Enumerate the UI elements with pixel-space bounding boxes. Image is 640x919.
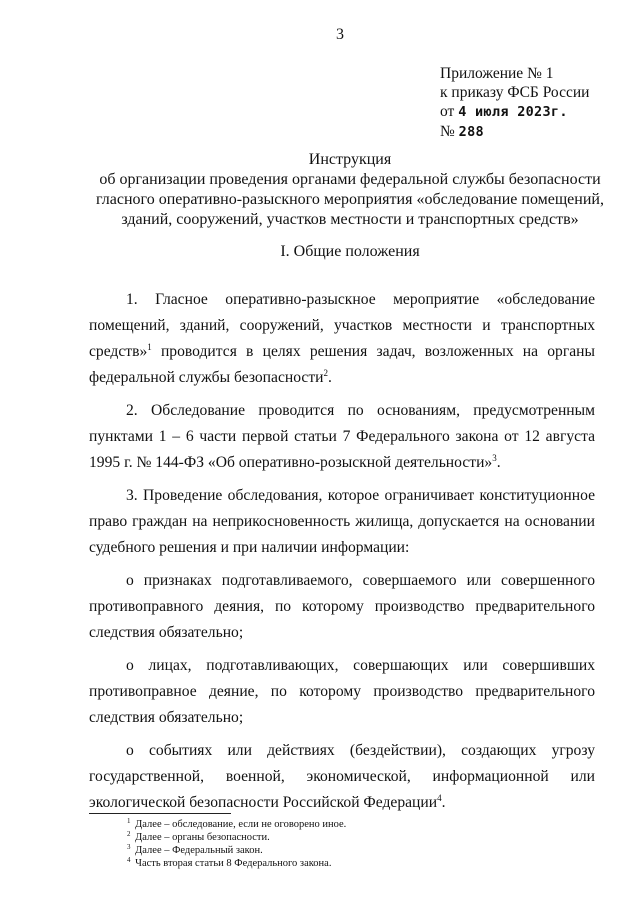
appendix-date: от 4 июля 2023г. [440, 103, 568, 120]
appendix-number: Приложение № 1 [440, 65, 554, 82]
number-stamp: 288 [458, 124, 484, 140]
footnote-divider [89, 813, 231, 814]
footnote-ref: 1 [147, 341, 152, 352]
instruction-subtitle-line: гласного оперативно-разыскного мероприятия «обследование помещений, [96, 191, 604, 208]
section-title: I. Общие положения [280, 243, 420, 260]
paragraph-6: о событиях или действиях (бездействии), создающих угрозу государственной, военной, экономической, информационной или экологической безопасности Российской Федерации$^4$. [89, 742, 595, 811]
instruction-subtitle-line: зданий, сооружений, участков местности и транспортных средств» [121, 211, 579, 228]
appendix-order-reference: к приказу ФСБ России [440, 84, 590, 101]
page-number: 3 [336, 26, 344, 43]
footnote-ref: 4 [437, 792, 442, 803]
date-stamp: 4 июля 2023г. [458, 104, 568, 120]
appendix-block [440, 64, 589, 142]
footnotes [127, 818, 346, 870]
footnote: $^4$ Часть вторая статьи 8 Федерального закона. [127, 855, 332, 869]
footnote: $^2$ Далее – органы безопасности. [127, 829, 270, 843]
paragraph-4: о признаках подготавливаемого, совершаемого или совершенного противоправного деяния, по которому производство предварительного следствия обязательно; [89, 572, 595, 641]
footnote: $^1$ Далее – обследование, если не оговорено иное. [127, 816, 347, 830]
paragraph-3: 3. Проведение обследования, которое ограничивает конституционное право граждан на неприкосновенность жилища, допускается на основании судебного решения и при наличии информации: [89, 487, 595, 556]
paragraph-2: 2. Обследование проводится по основаниям, предусмотренным пунктами 1 – 6 части первой статьи 7 Федерального закона от 12 августа 1995 г. № 144-ФЗ «Об оперативно-розыскной деятельности»$^3$. [89, 402, 595, 471]
appendix-order-number: № 288 [440, 123, 484, 140]
paragraph-1: 1. Гласное оперативно-разыскное мероприятие «обследование помещений, зданий, сооружений, участков местности и транспортных средств»$^1$ проводится в целях решения задач, возложенных на органы федеральной службы безопасности$^2$. [89, 291, 595, 386]
footnote-ref: 3 [492, 452, 497, 463]
instruction-subtitle-line: об организации проведения органами федеральной службы безопасности [99, 171, 601, 188]
instruction-heading: Инструкция [308, 151, 392, 168]
footnote: $^3$ Далее – Федеральный закон. [127, 842, 263, 856]
footnote-ref: 2 [323, 367, 328, 378]
body-text [89, 287, 595, 823]
paragraph-5: о лицах, подготавливающих, совершающих или совершивших противоправное деяние, по которому производство предварительного следствия обязательно; [89, 657, 595, 726]
instruction-title [80, 150, 620, 230]
